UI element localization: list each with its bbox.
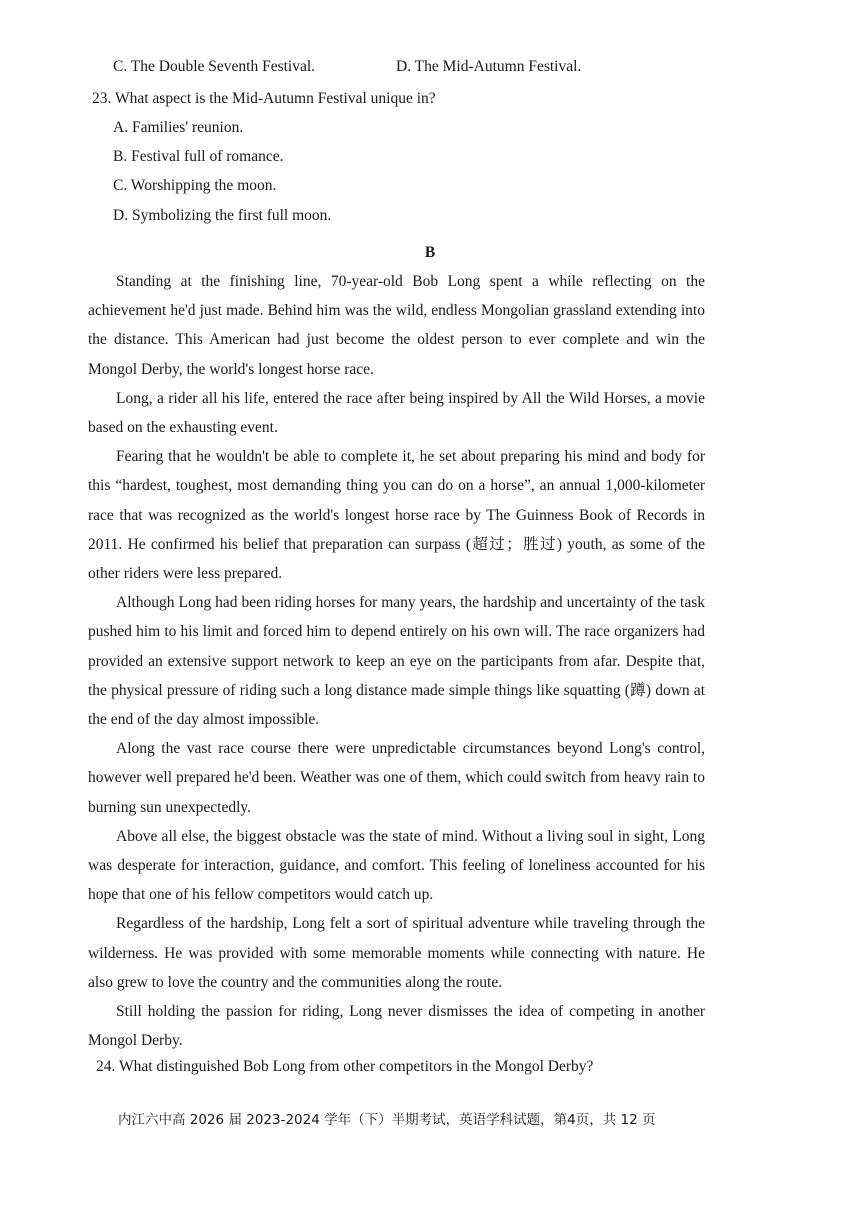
passage-paragraph: Although Long had been riding horses for many years, the hardship and uncertainty of the task pushed him to his limit and forced him to depend entirely on his own will. The race organizers had provided an extensive support network to keep an eye on the participants from afar. Despite that, the physical pressure of riding such a long distance made simple things like squatting (蹲) down at the end of the day almost impossible. — [88, 594, 705, 729]
page-footer: 内江六中高 2026 届 2023-2024 学年（下）半期考试，英语学科试题，第4页，共 12 页 — [118, 1112, 656, 1128]
passage-paragraph: Regardless of the hardship, Long felt a sort of spiritual adventure while traveling through the wilderness. He was provided with some memorable moments while connecting with nature. He also grew to love the country and the communities along the route. — [88, 915, 705, 991]
passage-paragraph: Above all else, the biggest obstacle was the state of mind. Without a living soul in sight, Long was desperate for interaction, guidance, and comfort. This feeling of loneliness accounted for his hope that one of his fellow competitors would catch up. — [88, 827, 705, 904]
passage-paragraph: Along the vast race course there were unpredictable circumstances beyond Long's control, however well prepared he'd been. Weather was one of them, which could switch from heavy rain to burning sun unexpectedly. — [88, 740, 705, 816]
passage-paragraph: Standing at the finishing line, 70-year-old Bob Long spent a while reflecting on the achievement he'd just made. Behind him was the wild, endless Mongolian grassland extending into the distance. This American had just become the oldest person to ever complete and win the Mongol Derby, the world's longest horse race. — [88, 273, 705, 378]
question-23-option-b: B. Festival full of romance. — [113, 148, 284, 165]
reading-passage — [88, 267, 705, 1055]
section-heading: B — [424, 244, 436, 261]
question-23-stem: 23. What aspect is the Mid-Autumn Festival unique in? — [92, 90, 436, 107]
option-d: D. The Mid-Autumn Festival. — [396, 58, 582, 75]
passage-paragraph: Long, a rider all his life, entered the race after being inspired by All the Wild Horses, a movie based on the exhausting event. — [88, 389, 705, 437]
passage-paragraph: Still holding the passion for riding, Long never dismisses the idea of competing in another Mongol Derby. — [88, 1003, 705, 1050]
question-24-stem: 24. What distinguished Bob Long from other competitors in the Mongol Derby? — [96, 1058, 594, 1075]
question-23-option-a: A. Families' reunion. — [113, 119, 244, 136]
option-c: C. The Double Seventh Festival. — [113, 58, 316, 75]
passage-paragraph: Fearing that he wouldn't be able to complete it, he set about preparing his mind and body for this “hardest, toughest, most demanding thing you can do on a horse”, an annual 1,000-kilometer race that was recognized as the world's longest horse race by The Guinness Book of Records in 2011. He confirmed his belief that preparation can surpass (超过；胜过) youth, as some of the other riders were less prepared. — [88, 448, 705, 583]
question-23-option-d: D. Symbolizing the first full moon. — [113, 207, 332, 224]
question-23-option-c: C. Worshipping the moon. — [113, 177, 277, 194]
